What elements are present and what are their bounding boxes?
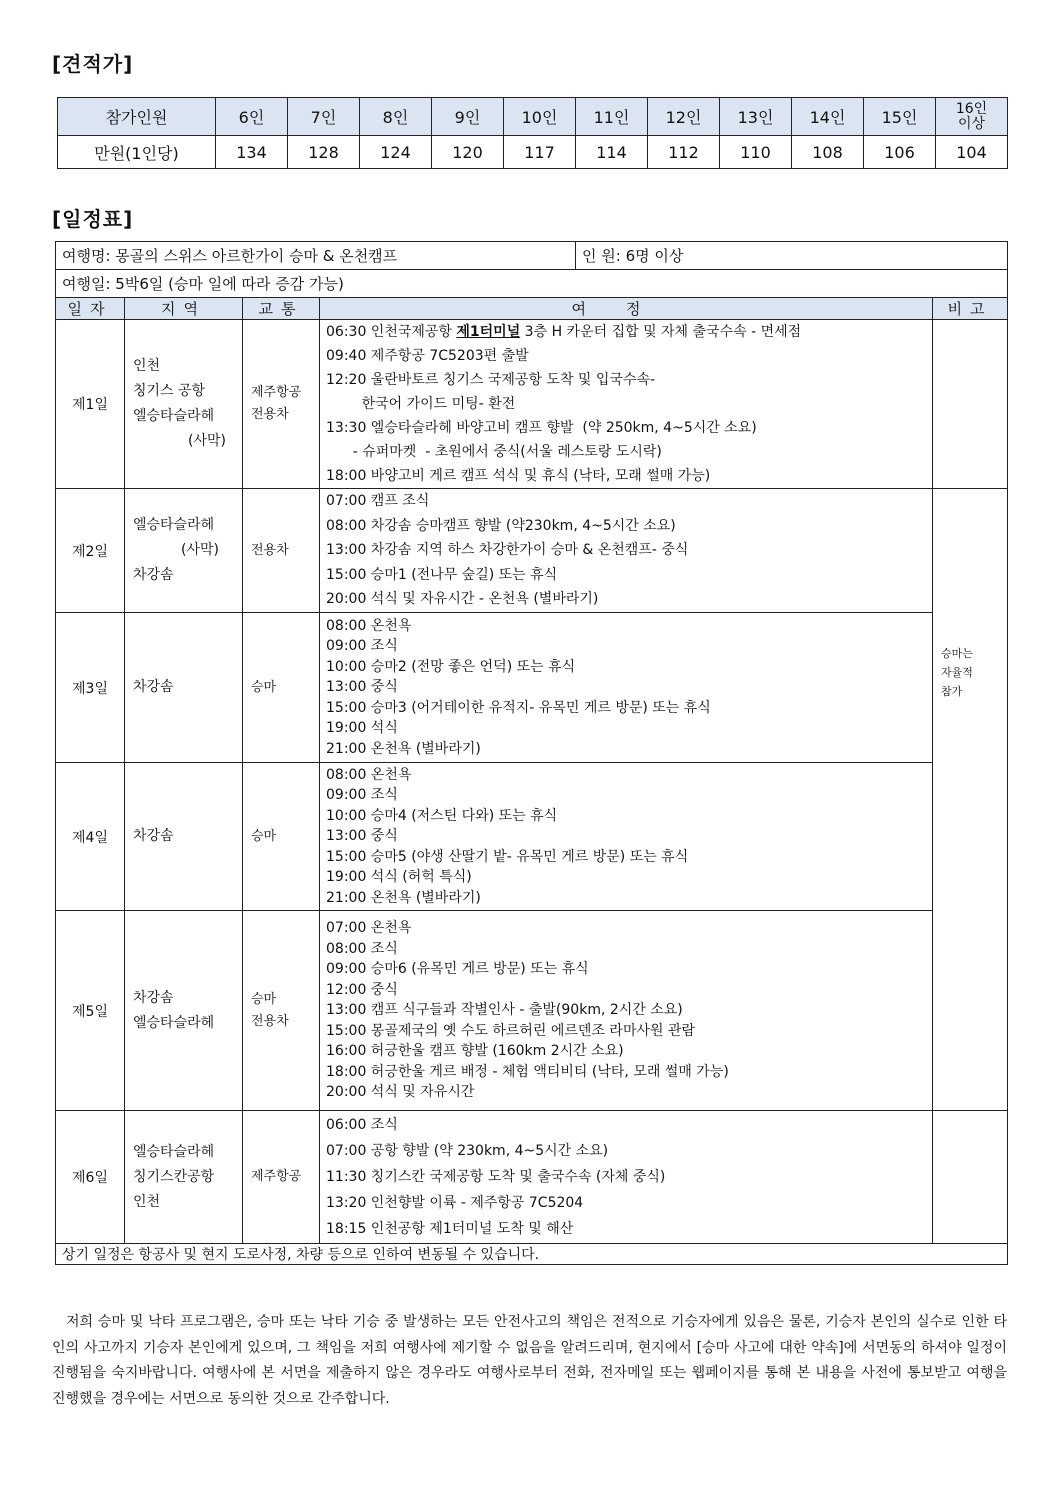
region-cell (125, 911, 243, 1111)
note-line: 자율적 (941, 666, 973, 679)
region-cell (125, 613, 243, 763)
trip-info-row (56, 242, 1008, 270)
day-label: 제4일 (56, 763, 125, 911)
region-line: 엘승타슬라헤 (133, 1143, 215, 1160)
itinerary-line: 07:00 캠프 조식 (326, 493, 430, 510)
itinerary-line: 15:00 승마3 (어거테이한 유적지- 유목민 게르 방문) 또는 휴식 (326, 699, 711, 716)
day-row (56, 489, 1008, 613)
itinerary-line: 18:00 바양고비 게르 캠프 석식 및 휴식 (낙타, 모래 썰매 가능) (326, 468, 711, 484)
itinerary-cell (320, 1111, 933, 1244)
price-header-row (58, 98, 1008, 136)
price-value-row (58, 136, 1008, 169)
transport-cell (243, 613, 320, 763)
itinerary-line: 06:00 조식 (326, 1117, 398, 1133)
note-line: 승마는 (941, 647, 973, 660)
price-value-label: 만원(1인당) (58, 136, 216, 169)
people-cell: 8인 (360, 98, 432, 136)
itinerary-line: 12:00 중식 (326, 981, 398, 998)
itinerary-cell (320, 489, 933, 613)
itinerary-line: 한국어 가이드 미팅- 환전 (326, 396, 516, 412)
trip-duration: 여행일: 5박6일 (승마 일에 따라 증감 가능) (56, 270, 1008, 298)
region-line: 엘승타슬라헤 (133, 408, 215, 424)
day-label: 제3일 (56, 613, 125, 763)
header-transport: 교통 (243, 298, 320, 320)
people-cell-last (936, 98, 1008, 136)
note-line: 참가 (941, 685, 963, 698)
duration-row (56, 270, 1008, 298)
transport-line: 승마 (251, 991, 277, 1007)
transport-line: 승마 (251, 828, 277, 844)
people-line2: 이상 (957, 115, 986, 132)
itinerary-line: 15:00 승마5 (야생 산딸기 밭- 유목민 게르 방문) 또는 휴식 (326, 848, 689, 865)
itinerary-cell (320, 911, 933, 1111)
itinerary-line: 19:00 석식 (허헉 특식) (326, 869, 472, 886)
itinerary-cell (320, 320, 933, 489)
region-cell (125, 763, 243, 911)
itinerary-line: 10:00 승마2 (전망 좋은 언덕) 또는 휴식 (326, 658, 576, 675)
transport-line: 전용차 (251, 1013, 289, 1029)
trip-name: 여행명: 몽골의 스위스 아르한가이 승마 & 온천캠프 (56, 242, 576, 270)
itinerary-line: 08:00 온천욕 (326, 766, 412, 783)
terminal-highlight: 제1터미널 (456, 324, 521, 340)
itinerary-line: 10:00 승마4 (저스틴 다와) 또는 휴식 (326, 807, 558, 824)
day-label: 제5일 (56, 911, 125, 1111)
price-header-label: 참가인원 (58, 98, 216, 136)
itinerary-line: 13:00 차강솜 지역 하스 차강한가이 승마 & 온천캠프- 중식 (326, 542, 689, 559)
people-cell: 15인 (864, 98, 936, 136)
region-cell (125, 1111, 243, 1244)
itinerary-line: 15:00 몽골제국의 옛 수도 하르허린 에르덴조 라마사원 관람 (326, 1022, 696, 1039)
day-row (56, 763, 1008, 911)
itinerary-line (326, 320, 926, 344)
region-cell (125, 489, 243, 613)
itinerary-text: 3층 H 카운터 집합 및 자체 출국수속 - 면세점 (520, 324, 802, 340)
price-cell: 120 (432, 136, 504, 169)
region-line: 인천 (133, 358, 161, 374)
itinerary-line: 08:00 온천욕 (326, 617, 412, 634)
region-line: 차강솜 (133, 679, 174, 695)
itinerary-line: 13:00 중식 (326, 828, 398, 845)
price-cell: 128 (288, 136, 360, 169)
transport-line: 제주항공 (251, 1169, 302, 1184)
itinerary-line: 08:00 차강솜 승마캠프 향발 (약230km, 4~5시간 소요) (326, 517, 676, 534)
region-line: 인천 (133, 1193, 161, 1210)
people-cell: 12인 (648, 98, 720, 136)
itinerary-line: 18:15 인천공항 제1터미널 도착 및 해산 (326, 1221, 574, 1237)
transport-cell (243, 763, 320, 911)
note-cell (933, 1111, 1008, 1244)
itinerary-line: 07:00 온천욕 (326, 920, 412, 937)
itinerary-line: 09:00 조식 (326, 638, 398, 655)
schedule-footer: 상기 일정은 항공사 및 현지 도로사정, 차량 등으로 인하여 변동될 수 있습니다. (56, 1244, 1008, 1265)
note-cell (933, 320, 1008, 489)
itinerary-line: 20:00 석식 및 자유시간 (326, 1084, 475, 1101)
itinerary-line: 09:00 승마6 (유목민 게르 방문) 또는 휴식 (326, 961, 589, 978)
people-line1: 16인 (955, 100, 988, 117)
price-cell: 108 (792, 136, 864, 169)
price-cell-last: 104 (936, 136, 1008, 169)
itinerary-line: 16:00 허긍한울 캠프 향발 (160km 2시간 소요) (326, 1043, 624, 1060)
region-line: (사막) (188, 433, 226, 449)
region-line: 차강솜 (133, 567, 174, 583)
transport-cell (243, 489, 320, 613)
region-line: 엘승타슬라헤 (133, 517, 215, 533)
itinerary-line: 08:00 조식 (326, 940, 398, 957)
schedule-header-row (56, 298, 1008, 320)
header-itinerary: 여정 (320, 298, 933, 320)
disclaimer-paragraph: 저희 승마 및 낙타 프로그램은, 승마 또는 낙타 기승 중 발생하는 모든 안전사고의 책임은 전적으로 기승자에게 있음은 물론, 기승자 본인의 실수로 인한 타인의 사고까지 기승자 본인에게 있으며, 그 책임을 저희 여행사에 제기할 수 없음을 알려드리며, 현지에서 [승마 사고에 대한 약속]에 서면동의 하셔야 일정이 진행됨을 숙지바랍니다. 여행사에 본 서면을 제출하지 않은 경우라도 여행사로부터 전화, 전자메일 또는 웹페이지를 통해 본 내용을 사전에 통보받고 여행을 진행했을 경우에는 서면으로 동의한 것으로 간주합니다. (52, 1314, 1007, 1407)
day-label: 제1일 (56, 320, 125, 489)
transport-cell (243, 320, 320, 489)
itinerary-line: 13:30 엘승타슬라헤 바양고비 캠프 향발 (약 250km, 4~5시간 소요) (326, 420, 757, 436)
region-line: 칭기스칸공항 (133, 1168, 215, 1185)
people-cell: 10인 (504, 98, 576, 136)
estimate-title: [견적가] (52, 52, 134, 76)
people-cell: 14인 (792, 98, 864, 136)
region-line: 엘승타슬라헤 (133, 1014, 215, 1031)
itinerary-line: 13:00 캠프 식구들과 작별인사 - 출발(90km, 2시간 소요) (326, 1002, 683, 1019)
region-line: (사막) (181, 542, 219, 558)
itinerary-text: 06:30 인천국제공항 (326, 324, 457, 340)
itinerary-line: 18:00 허긍한울 게르 배정 - 체험 액티비티 (낙타, 모래 썰매 가능) (326, 1063, 729, 1080)
transport-line: 제주항공 (251, 385, 302, 400)
region-line: 차강솜 (133, 828, 174, 844)
day-row (56, 613, 1008, 763)
itinerary-line: 21:00 온천욕 (별바라기) (326, 889, 481, 906)
price-cell: 106 (864, 136, 936, 169)
headcount: 인 원: 6명 이상 (576, 242, 1008, 270)
itinerary-cell (320, 613, 933, 763)
region-line: 차강솜 (133, 989, 174, 1006)
day-label: 제6일 (56, 1111, 125, 1244)
transport-line: 전용차 (251, 407, 289, 422)
people-cell: 11인 (576, 98, 648, 136)
footer-row (56, 1244, 1008, 1265)
itinerary-line: 13:00 중식 (326, 679, 398, 696)
itinerary-line: 15:00 승마1 (전나무 숲길) 또는 휴식 (326, 566, 558, 583)
itinerary-line: 21:00 온천욕 (별바라기) (326, 740, 481, 757)
day-row (56, 1111, 1008, 1244)
day-row (56, 320, 1008, 489)
itinerary-cell (320, 763, 933, 911)
day-label: 제2일 (56, 489, 125, 613)
schedule-table (55, 241, 1008, 1265)
price-cell: 114 (576, 136, 648, 169)
itinerary-line: 19:00 석식 (326, 720, 398, 737)
price-table (57, 97, 1008, 169)
header-region: 지역 (125, 298, 243, 320)
header-note: 비고 (933, 298, 1008, 320)
price-cell: 112 (648, 136, 720, 169)
price-cell: 124 (360, 136, 432, 169)
transport-line: 승마 (251, 679, 277, 695)
transport-cell (243, 911, 320, 1111)
itinerary-line: 11:30 칭기스칸 국제공항 도착 및 출국수속 (자체 중식) (326, 1169, 666, 1185)
schedule-title: [일정표] (52, 207, 134, 231)
itinerary-line: - 슈퍼마켓 - 초원에서 중식(서울 레스토랑 도시락) (326, 444, 662, 460)
itinerary-line: 09:00 조식 (326, 787, 398, 804)
people-cell: 13인 (720, 98, 792, 136)
region-cell (125, 320, 243, 489)
day-row (56, 911, 1008, 1111)
itinerary-line: 09:40 제주항공 7C5203편 출발 (326, 348, 529, 364)
itinerary-line: 13:20 인천향발 이륙 - 제주항공 7C5204 (326, 1195, 584, 1211)
transport-line: 전용차 (251, 542, 289, 558)
itinerary-line: 12:20 울란바토르 칭기스 국제공항 도착 및 입국수속- (326, 372, 656, 388)
people-cell: 6인 (216, 98, 288, 136)
people-cell: 7인 (288, 98, 360, 136)
itinerary-line: 07:00 공항 향발 (약 230km, 4~5시간 소요) (326, 1143, 609, 1159)
region-line: 칭기스 공항 (133, 383, 206, 399)
note-riding-cell (933, 489, 1008, 1111)
price-cell: 134 (216, 136, 288, 169)
header-day: 일자 (56, 298, 125, 320)
price-cell: 110 (720, 136, 792, 169)
people-cell: 9인 (432, 98, 504, 136)
transport-cell (243, 1111, 320, 1244)
price-cell: 117 (504, 136, 576, 169)
itinerary-line: 20:00 석식 및 자유시간 - 온천욕 (별바라기) (326, 591, 599, 608)
